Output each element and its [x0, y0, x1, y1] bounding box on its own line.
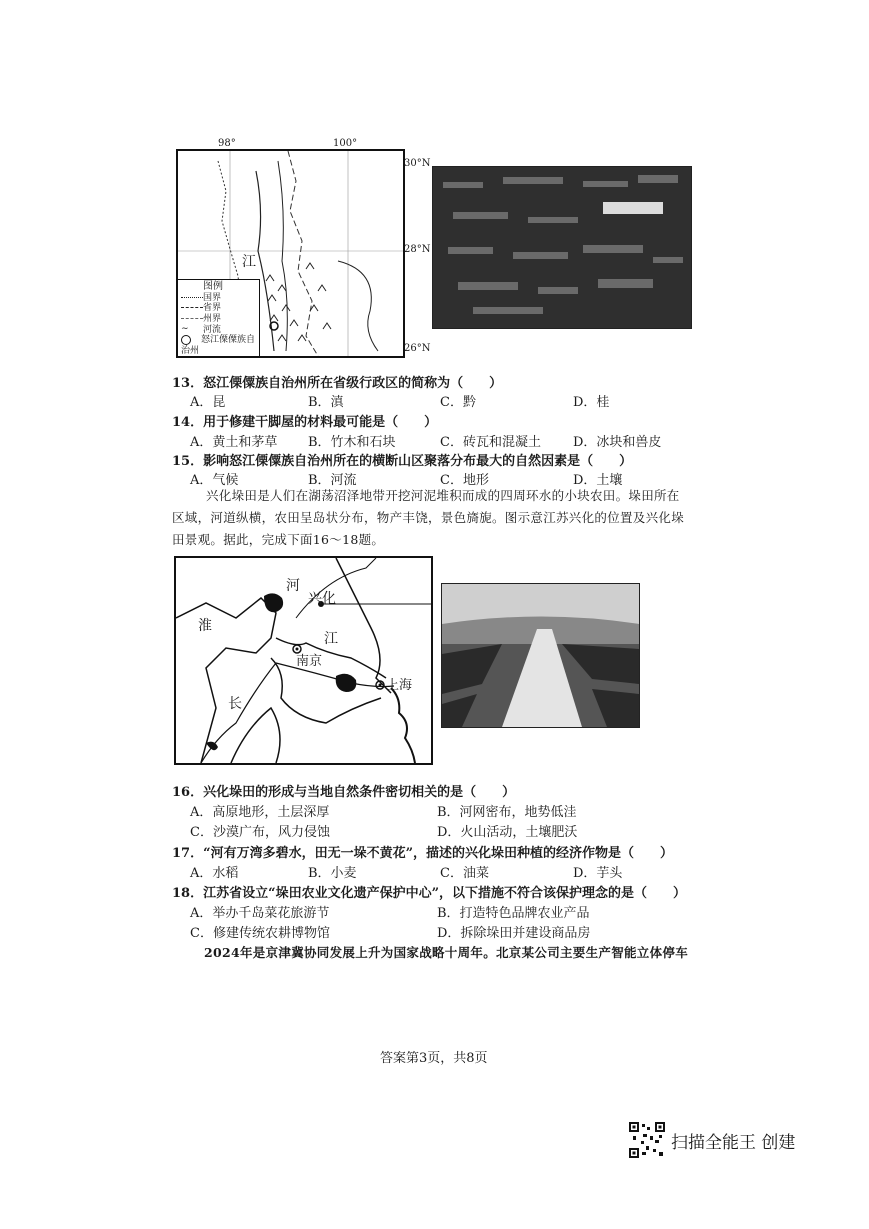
legend-item-province-border: 省界: [181, 303, 256, 314]
q17-option-d[interactable]: D．芋头: [573, 866, 623, 881]
jiangsu-map: [174, 556, 433, 765]
qr-code: [629, 1122, 665, 1158]
q16-option-c[interactable]: C．沙漠广布，风力侵蚀: [190, 825, 330, 840]
legend-item-national-border: 国界: [181, 293, 256, 304]
lon-label-98: 98°: [218, 138, 236, 149]
map-legend: [178, 279, 260, 356]
q18-option-b[interactable]: B．打造特色品牌农业产品: [437, 906, 590, 921]
q17-option-a[interactable]: A．水稻: [190, 866, 239, 881]
question-13-stem: 13．怒江傈僳族自治州所在省级行政区的简称为（ ）: [172, 376, 503, 391]
lat-label-26: 26°N: [404, 343, 431, 354]
q14-option-d[interactable]: D．冰块和兽皮: [573, 435, 662, 450]
q14-option-b[interactable]: B．竹木和石块: [308, 435, 396, 450]
question-17-stem: 17．“河有万湾多碧水，田无一垛不黄花”，描述的兴化垛田种植的经济作物是（ ）: [172, 846, 674, 861]
duotian-photo: [441, 583, 640, 728]
question-15-stem: 15．影响怒江傈僳族自治州所在的横断山区聚落分布最大的自然因素是（ ）: [172, 454, 633, 469]
label-nanjing: 南京: [296, 654, 323, 669]
lon-label-100: 100°: [333, 138, 358, 149]
q14-option-c[interactable]: C．砖瓦和混凝土: [440, 435, 541, 450]
river-label-jiang: 江: [242, 254, 256, 270]
q15-option-a[interactable]: A．气候: [190, 473, 239, 488]
page-footer: 答案第3页，共8页: [380, 1051, 488, 1066]
label-xinghua: 兴化: [308, 591, 336, 607]
passage-line-1: 兴化垛田是人们在湖荡沼泽地带开挖河泥堆积而成的四周环水的小块农田。垛田所在: [206, 488, 680, 503]
q16-option-b[interactable]: B．河网密布，地势低洼: [437, 805, 577, 820]
q13-option-a[interactable]: A．昆: [190, 395, 226, 410]
q18-option-d[interactable]: D．拆除垛田并建设商品房: [437, 926, 591, 941]
q17-option-c[interactable]: C．油菜: [440, 866, 489, 881]
passage-line-2: 区域，河道纵横，农田呈岛状分布，物产丰饶，景色旖旎。图示意江苏兴化的位置及兴化垛: [172, 510, 685, 525]
label-huai: 淮: [198, 618, 212, 634]
q15-option-b[interactable]: B．河流: [308, 473, 357, 488]
q17-option-b[interactable]: B．小麦: [308, 866, 357, 881]
terraced-village-photo: [432, 166, 692, 329]
nujiang-map: [176, 149, 405, 358]
label-he: 河: [286, 578, 300, 594]
question-18-stem: 18．江苏省设立“垛田农业文化遗产保护中心”，以下措施不符合该保护理念的是（ ）: [172, 886, 687, 901]
q13-option-d[interactable]: D．桂: [573, 395, 610, 410]
q16-option-d[interactable]: D．火山活动，土壤肥沃: [437, 825, 578, 840]
q15-option-d[interactable]: D．土壤: [573, 473, 623, 488]
label-chang: 长: [228, 696, 242, 712]
q13-option-b[interactable]: B．滇: [308, 395, 344, 410]
legend-title: 图例: [203, 281, 223, 292]
question-14-stem: 14．用于修建干脚屋的材料最可能是（ ）: [172, 415, 438, 430]
legend-item-prefecture-border: 州界: [181, 314, 256, 325]
legend-item-river: ∼ 河流: [181, 324, 222, 335]
lat-label-30: 30°N: [404, 158, 431, 169]
q16-option-a[interactable]: A．高原地形，土层深厚: [190, 805, 330, 820]
q13-option-c[interactable]: C．黔: [440, 395, 476, 410]
passage-line-3: 田景观。据此，完成下面16～18题。: [172, 532, 385, 547]
trailing-passage-line: 2024年是京津冀协同发展上升为国家战略十周年。北京某公司主要生产智能立体停车: [204, 945, 688, 960]
legend-item-prefecture: 怒江傈僳族自治州: [181, 335, 256, 356]
label-shanghai: 上海: [386, 678, 413, 693]
scanner-watermark: 扫描全能王 创建: [671, 1133, 796, 1153]
lat-label-28: 28°N: [404, 244, 431, 255]
label-jiang: 江: [324, 631, 338, 647]
q18-option-c[interactable]: C．修建传统农耕博物馆: [190, 926, 330, 941]
question-16-stem: 16．兴化垛田的形成与当地自然条件密切相关的是（ ）: [172, 785, 516, 800]
q18-option-a[interactable]: A．举办千岛菜花旅游节: [190, 906, 330, 921]
q15-option-c[interactable]: C．地形: [440, 473, 489, 488]
q14-option-a[interactable]: A．黄土和茅草: [190, 435, 278, 450]
